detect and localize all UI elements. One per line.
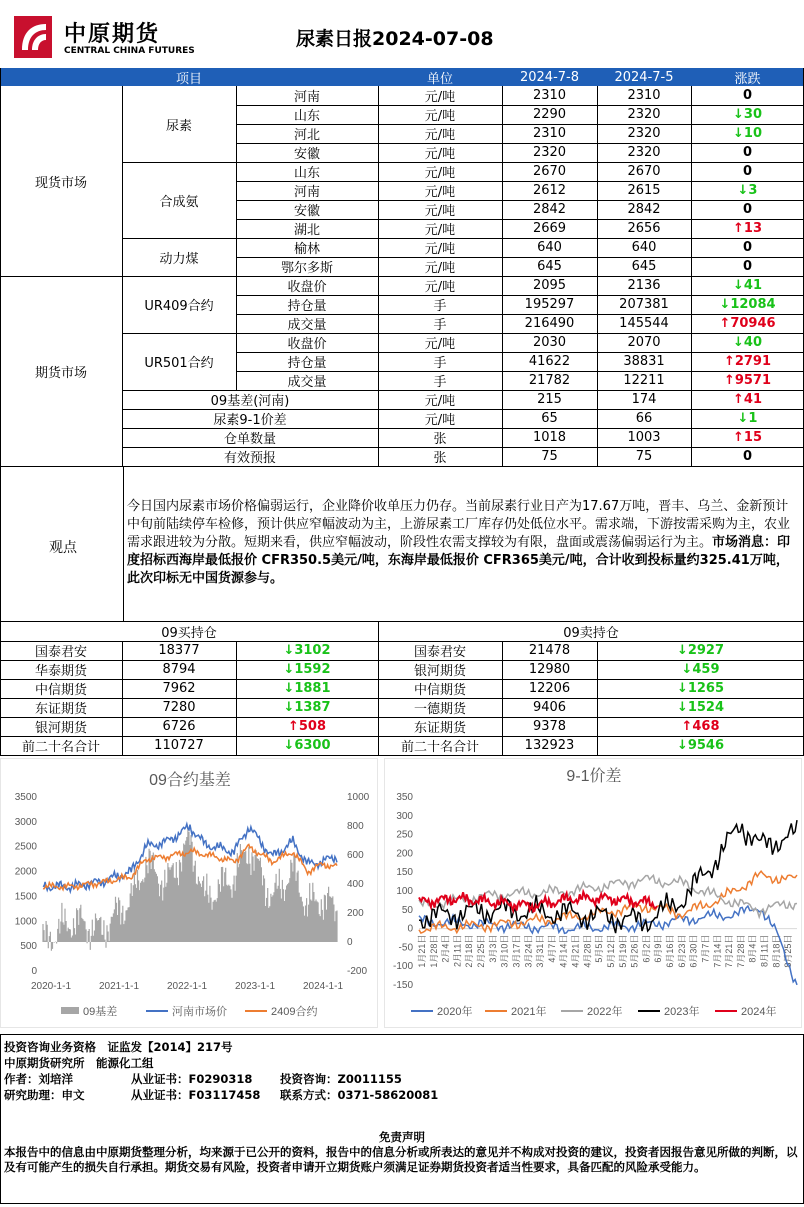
futures-row-today: 41622 bbox=[528, 354, 571, 369]
futures-single-label: 09基差(河南) bbox=[210, 394, 290, 409]
spot-row-unit: 元/吨 bbox=[424, 147, 456, 162]
spot-row-sub: 山东 bbox=[293, 109, 320, 124]
spot-row-prev: 640 bbox=[631, 240, 657, 255]
disclaimer-title: 免责声明 bbox=[379, 1130, 425, 1144]
futures-row-unit: 元/吨 bbox=[424, 337, 456, 352]
futures-single-today: 65 bbox=[541, 411, 558, 426]
legend-label: 2020年 bbox=[437, 1006, 473, 1018]
chart-basis bbox=[0, 758, 378, 1028]
sell-change: ↓9546 bbox=[676, 738, 725, 753]
spot-row-sub: 鄂尔多斯 bbox=[280, 261, 333, 276]
chart-spread-title: 9-1价差 bbox=[566, 768, 622, 785]
futures-single-change: ↑41 bbox=[733, 392, 762, 407]
futures-single-prev: 1003 bbox=[627, 430, 661, 445]
futures-row-unit: 手 bbox=[433, 299, 447, 314]
spot-row-prev: 645 bbox=[631, 259, 657, 274]
spot-row-unit: 元/吨 bbox=[424, 261, 456, 276]
spot-row-sub: 河南 bbox=[293, 185, 320, 200]
futures-single-unit: 元/吨 bbox=[424, 413, 456, 428]
spot-row-unit: 元/吨 bbox=[424, 204, 456, 219]
buy-change: ↓6300 bbox=[283, 738, 331, 753]
y-tick-right: 400 bbox=[347, 879, 364, 890]
y-tick-right: 800 bbox=[347, 821, 364, 832]
sell-volume: 12980 bbox=[528, 662, 571, 677]
x-tick: 8月4日 bbox=[747, 934, 758, 963]
footer-assistant: 研究助理：申文 bbox=[4, 1088, 85, 1102]
futures-row-unit: 手 bbox=[433, 375, 447, 390]
futures-single-unit: 元/吨 bbox=[424, 394, 456, 409]
spot-row-unit: 元/吨 bbox=[424, 128, 456, 143]
footer-author-advisor: 投资咨询：Z0011155 bbox=[280, 1072, 402, 1086]
x-tick: 8月11日 bbox=[759, 934, 770, 967]
futures-row-prev: 145544 bbox=[619, 316, 669, 331]
x-tick: 6月30日 bbox=[688, 934, 699, 968]
y-tick-left: 0 bbox=[31, 966, 37, 977]
y-tick-left: 3000 bbox=[14, 816, 37, 828]
futures-row-unit: 手 bbox=[433, 318, 447, 333]
footer-qualification: 投资咨询业务资格 证监发【2014】217号 bbox=[4, 1040, 233, 1054]
x-tick: 5月26日 bbox=[629, 934, 640, 968]
x-tick: 5月19日 bbox=[617, 934, 628, 968]
futures-row-change: ↓41 bbox=[733, 278, 762, 293]
futures-contract-name: UR409合约 bbox=[144, 299, 214, 314]
price-table bbox=[0, 68, 804, 467]
sell-volume: 21478 bbox=[528, 643, 571, 658]
spot-row-sub: 湖北 bbox=[293, 223, 320, 238]
spot-row-today: 2669 bbox=[532, 221, 567, 236]
x-tick: 3月3日 bbox=[487, 934, 498, 963]
footer bbox=[0, 1034, 804, 1204]
spot-row-change: ↑13 bbox=[733, 221, 762, 236]
x-tick: 2023-1-1 bbox=[234, 981, 276, 992]
futures-row-sub: 成交量 bbox=[287, 375, 327, 390]
buy-change: ↓1387 bbox=[283, 700, 331, 715]
series-basis bbox=[43, 827, 337, 951]
y-tick-left: 1000 bbox=[14, 916, 37, 928]
x-tick: 2021-1-1 bbox=[98, 981, 140, 992]
y-tick: 200 bbox=[396, 848, 413, 860]
futures-row-sub: 收盘价 bbox=[287, 280, 327, 295]
futures-row-today: 2030 bbox=[532, 335, 567, 350]
futures-row-unit: 元/吨 bbox=[424, 280, 456, 295]
chart-basis-title: 09合约基差 bbox=[149, 772, 231, 789]
spot-row-unit: 元/吨 bbox=[424, 90, 456, 105]
x-tick: 7月7日 bbox=[700, 934, 711, 963]
x-tick: 3月31日 bbox=[535, 934, 546, 968]
x-tick: 4月14日 bbox=[558, 934, 569, 968]
y-tick-left: 3500 bbox=[14, 792, 37, 803]
x-tick: 2024-1-1 bbox=[302, 981, 344, 992]
legend-label: 2024年 bbox=[741, 1006, 777, 1018]
sell-broker: 国泰君安 bbox=[413, 645, 466, 660]
sell-change: ↓459 bbox=[681, 662, 720, 677]
x-tick: 2月25日 bbox=[476, 934, 487, 968]
spot-row-unit: 元/吨 bbox=[424, 242, 456, 257]
futures-single-today: 1018 bbox=[532, 430, 567, 445]
x-tick: 5月12日 bbox=[606, 934, 616, 968]
futures-row-prev: 38831 bbox=[623, 354, 665, 369]
spot-row-change: 0 bbox=[742, 145, 753, 160]
legend-label: 2023年 bbox=[664, 1006, 700, 1018]
buy-volume: 110727 bbox=[154, 738, 204, 753]
y-tick: 300 bbox=[396, 810, 413, 822]
y-tick: 0 bbox=[407, 923, 413, 935]
legend-label: 2409合约 bbox=[271, 1006, 318, 1018]
futures-single-today: 215 bbox=[537, 392, 562, 407]
spot-row-unit: 元/吨 bbox=[424, 166, 456, 181]
x-tick: 5月5日 bbox=[594, 934, 605, 963]
sell-broker: 银河期货 bbox=[413, 664, 466, 679]
x-tick: 7月21日 bbox=[724, 934, 735, 968]
spot-row-today: 2612 bbox=[532, 183, 567, 198]
futures-row-sub: 持仓量 bbox=[287, 356, 327, 371]
logo-en: CENTRAL CHINA FUTURES bbox=[64, 46, 195, 56]
spot-row-unit: 元/吨 bbox=[424, 109, 456, 124]
legend-label: 河南市场价 bbox=[172, 1006, 227, 1018]
buy-volume: 6726 bbox=[162, 719, 196, 734]
spot-row-prev: 2656 bbox=[627, 221, 661, 236]
spot-row-today: 2842 bbox=[532, 202, 567, 217]
x-tick: 3月24日 bbox=[523, 934, 534, 968]
buy-broker: 前二十名合计 bbox=[21, 740, 100, 755]
futures-row-prev: 207381 bbox=[619, 297, 669, 312]
x-tick: 6月23日 bbox=[676, 934, 687, 968]
x-tick: 1月28日 bbox=[428, 934, 439, 968]
buy-change: ↓1881 bbox=[283, 681, 331, 696]
x-tick: 4月28日 bbox=[582, 934, 593, 968]
y-tick-right: 0 bbox=[347, 937, 353, 948]
sell-volume: 12206 bbox=[528, 681, 571, 696]
x-tick: 4月21日 bbox=[570, 934, 581, 968]
x-tick: 3月10日 bbox=[499, 934, 510, 968]
spot-row-today: 645 bbox=[537, 259, 562, 274]
y-tick-left: 2500 bbox=[14, 841, 37, 853]
logo-mark-icon bbox=[14, 16, 52, 58]
x-tick: 6月9日 bbox=[653, 934, 664, 963]
table-head-4: 涨跌 bbox=[691, 68, 804, 86]
sell-title: 09卖持仓 bbox=[563, 626, 619, 641]
positions-table bbox=[0, 622, 804, 757]
legend-label: 2022年 bbox=[587, 1006, 623, 1018]
sell-change: ↓1524 bbox=[676, 700, 725, 715]
y-tick: -100 bbox=[392, 961, 413, 973]
view-text bbox=[127, 498, 799, 588]
chart-spread bbox=[384, 758, 802, 1028]
spot-section-label: 现货市场 bbox=[34, 175, 87, 191]
spot-row-prev: 2320 bbox=[627, 107, 661, 122]
spot-row-sub: 安徽 bbox=[293, 204, 320, 219]
footer-institute: 中原期货研究所 能源化工组 bbox=[4, 1056, 154, 1070]
x-tick: 7月14日 bbox=[712, 934, 723, 968]
y-tick-right: 200 bbox=[347, 908, 364, 919]
sell-change: ↑468 bbox=[681, 719, 720, 734]
table-head-1: 单位 bbox=[378, 68, 502, 86]
buy-broker: 东证期货 bbox=[34, 702, 87, 717]
y-tick: 250 bbox=[396, 829, 413, 841]
futures-single-label: 有效预报 bbox=[223, 451, 276, 466]
futures-row-prev: 12211 bbox=[623, 373, 665, 388]
futures-row-sub: 成交量 bbox=[287, 318, 327, 333]
futures-row-change: ↓40 bbox=[733, 335, 762, 350]
x-tick: 6月16日 bbox=[665, 934, 676, 968]
spot-row-today: 640 bbox=[537, 240, 562, 255]
buy-change: ↓1592 bbox=[283, 662, 331, 677]
view-section bbox=[0, 467, 804, 622]
y-tick-right: 1000 bbox=[347, 792, 370, 803]
futures-single-today: 75 bbox=[541, 449, 558, 464]
buy-broker: 银河期货 bbox=[34, 721, 87, 736]
sell-broker: 前二十名合计 bbox=[400, 740, 479, 755]
sell-volume: 9378 bbox=[532, 719, 567, 734]
x-tick: 1月21日 bbox=[417, 934, 427, 968]
x-tick: 8月25日 bbox=[783, 934, 794, 968]
y-tick: 50 bbox=[401, 904, 413, 916]
futures-single-label: 仓单数量 bbox=[223, 432, 276, 447]
buy-volume: 8794 bbox=[162, 662, 196, 677]
sell-change: ↓1265 bbox=[676, 681, 725, 696]
buy-volume: 7962 bbox=[162, 681, 196, 696]
logo bbox=[14, 16, 52, 58]
futures-single-prev: 75 bbox=[635, 449, 653, 464]
spot-group-name: 尿素 bbox=[165, 118, 192, 134]
spot-row-unit: 元/吨 bbox=[424, 185, 456, 200]
futures-row-sub: 持仓量 bbox=[287, 299, 327, 314]
spot-row-today: 2320 bbox=[532, 145, 567, 160]
y-tick-right: 600 bbox=[347, 850, 364, 861]
buy-volume: 18377 bbox=[158, 643, 200, 658]
futures-row-unit: 手 bbox=[433, 356, 447, 371]
spot-row-sub: 河南 bbox=[293, 90, 320, 105]
footer-assistant-cert: 从业证书：F03117458 bbox=[131, 1088, 261, 1102]
futures-row-prev: 2070 bbox=[627, 335, 661, 350]
spot-row-sub: 安徽 bbox=[293, 147, 320, 162]
futures-row-change: ↑70946 bbox=[719, 316, 776, 331]
view-body: 今日国内尿素市场价格偏弱运行，企业降价收单压力仍存。当前尿素行业日产为17.67万吨，晋丰、乌兰、金新预计中旬前陆续停车检修，预计供应窄幅波动为主，上游尿素工厂库存仍处低位水平。需求端，下游按需采购为主，农业需求跟进较为分散。短期来看，供应窄幅波动，阶段性农需支撑较为有限，盘面或震荡偏弱运行为主。 bbox=[127, 499, 791, 550]
y-tick: 350 bbox=[396, 792, 413, 803]
buy-volume: 7280 bbox=[162, 700, 196, 715]
sell-broker: 一德期货 bbox=[413, 702, 466, 717]
sell-broker: 中信期货 bbox=[413, 683, 466, 698]
y-tick: -50 bbox=[398, 942, 413, 954]
spot-row-change: 0 bbox=[742, 240, 753, 255]
legend-swatch bbox=[61, 1007, 79, 1014]
sell-change: ↓2927 bbox=[676, 643, 725, 658]
sell-volume: 9406 bbox=[532, 700, 567, 715]
y-tick: 150 bbox=[396, 867, 413, 879]
spot-row-today: 2670 bbox=[532, 164, 567, 179]
y-tick-left: 2000 bbox=[14, 866, 37, 878]
footer-author: 作者：刘培洋 bbox=[4, 1072, 73, 1086]
futures-section-label: 期货市场 bbox=[34, 365, 87, 381]
spot-row-change: ↓10 bbox=[733, 126, 762, 141]
spot-row-change: 0 bbox=[742, 88, 753, 103]
y-tick-right: -200 bbox=[347, 966, 368, 977]
chart-spread-svg bbox=[385, 759, 803, 1029]
buy-broker: 国泰君安 bbox=[34, 645, 87, 660]
spot-row-change: 0 bbox=[742, 202, 753, 217]
futures-single-unit: 张 bbox=[433, 432, 447, 447]
futures-single-change: ↓1 bbox=[737, 411, 758, 426]
spot-row-prev: 2310 bbox=[627, 88, 661, 103]
futures-single-unit: 张 bbox=[433, 451, 447, 466]
table-head-2: 2024-7-8 bbox=[502, 68, 597, 86]
futures-row-change: ↑9571 bbox=[723, 373, 772, 388]
logo-cn: 中原期货 bbox=[64, 21, 161, 47]
x-tick: 6月2日 bbox=[641, 934, 652, 963]
sell-volume: 132923 bbox=[524, 738, 575, 753]
futures-row-prev: 2136 bbox=[627, 278, 661, 293]
footer-contact: 联系方式：0371-58620081 bbox=[280, 1088, 439, 1102]
x-tick: 7月28日 bbox=[735, 934, 746, 968]
spot-row-today: 2310 bbox=[532, 126, 567, 141]
spot-row-today: 2290 bbox=[532, 107, 567, 122]
x-tick: 2月11日 bbox=[452, 934, 463, 967]
buy-change: ↑508 bbox=[287, 719, 327, 734]
y-tick: 100 bbox=[396, 886, 413, 897]
futures-row-change: ↓12084 bbox=[719, 297, 776, 312]
y-tick: -150 bbox=[392, 980, 413, 991]
view-label: 观点 bbox=[49, 540, 77, 556]
futures-single-change: ↑15 bbox=[733, 430, 762, 445]
futures-single-change: 0 bbox=[742, 449, 753, 464]
spot-row-change: ↓30 bbox=[733, 107, 762, 122]
spot-row-change: 0 bbox=[742, 259, 753, 274]
futures-single-prev: 174 bbox=[631, 392, 657, 407]
footer-author-cert: 从业证书：F0290318 bbox=[131, 1072, 253, 1086]
spot-group-name: 合成氨 bbox=[159, 194, 199, 210]
futures-single-prev: 66 bbox=[635, 411, 653, 426]
x-tick: 3月17日 bbox=[511, 934, 522, 968]
futures-row-sub: 收盘价 bbox=[287, 337, 327, 352]
futures-row-today: 2095 bbox=[532, 278, 567, 293]
spot-row-sub: 山东 bbox=[293, 166, 320, 181]
spot-row-sub: 河北 bbox=[293, 128, 320, 143]
spot-row-change: 0 bbox=[742, 164, 753, 179]
sell-broker: 东证期货 bbox=[413, 721, 466, 736]
buy-title: 09买持仓 bbox=[161, 626, 217, 641]
futures-row-today: 195297 bbox=[524, 297, 575, 312]
buy-change: ↓3102 bbox=[283, 643, 331, 658]
x-tick: 2月4日 bbox=[440, 934, 451, 963]
spot-row-prev: 2320 bbox=[627, 126, 661, 141]
legend-label: 2021年 bbox=[511, 1006, 547, 1018]
spot-row-unit: 元/吨 bbox=[424, 223, 456, 238]
spot-row-prev: 2320 bbox=[627, 145, 661, 160]
x-tick: 2022-1-1 bbox=[166, 981, 208, 992]
spot-row-prev: 2670 bbox=[627, 164, 661, 179]
disclaimer-text: 本报告中的信息由中原期货整理分析，均来源于已公开的资料，报告中的信息分析或所表达的意见并不构成对投资的建议，投资者因报告意见所做的判断，以及有可能产生的损失自行承担。期货交易有风险，投资者申请开立期货账户须满足证券期货投资者适当性要求，具备匹配的风险承受能力。 bbox=[4, 1145, 798, 1174]
futures-row-today: 216490 bbox=[524, 316, 575, 331]
x-tick: 8月18日 bbox=[771, 934, 782, 968]
y-tick-left: 1500 bbox=[14, 891, 37, 903]
futures-row-change: ↑2791 bbox=[723, 354, 772, 369]
futures-contract-name: UR501合约 bbox=[144, 356, 214, 371]
x-tick: 2020-1-1 bbox=[30, 981, 72, 992]
y-tick-left: 500 bbox=[20, 941, 37, 953]
x-tick: 2月18日 bbox=[464, 934, 475, 968]
view-news: 市场消息：印度招标西海岸最低报价 CFR350.5美元/吨，东海岸最低报价 CFR365美元/吨，合计收到投标量约325.41万吨，此次印标无中国货源参与。 bbox=[127, 535, 791, 586]
spot-row-prev: 2842 bbox=[627, 202, 661, 217]
series-line bbox=[419, 820, 797, 933]
chart-basis-svg bbox=[1, 759, 379, 1029]
legend-label: 09基差 bbox=[83, 1006, 118, 1018]
page-title: 尿素日报2024-07-08 bbox=[296, 28, 494, 50]
spot-row-prev: 2615 bbox=[627, 183, 661, 198]
spot-row-sub: 榆林 bbox=[293, 242, 320, 257]
table-head-0: 项目 bbox=[0, 68, 378, 86]
spot-row-today: 2310 bbox=[532, 88, 567, 103]
buy-broker: 中信期货 bbox=[34, 683, 87, 698]
spot-row-change: ↓3 bbox=[737, 183, 758, 198]
buy-broker: 华泰期货 bbox=[34, 664, 87, 679]
table-head-3: 2024-7-5 bbox=[597, 68, 691, 86]
futures-single-label: 尿素9-1价差 bbox=[213, 413, 287, 428]
x-tick: 4月7日 bbox=[546, 934, 557, 963]
futures-row-today: 21782 bbox=[528, 373, 571, 388]
spot-group-name: 动力煤 bbox=[159, 251, 199, 267]
